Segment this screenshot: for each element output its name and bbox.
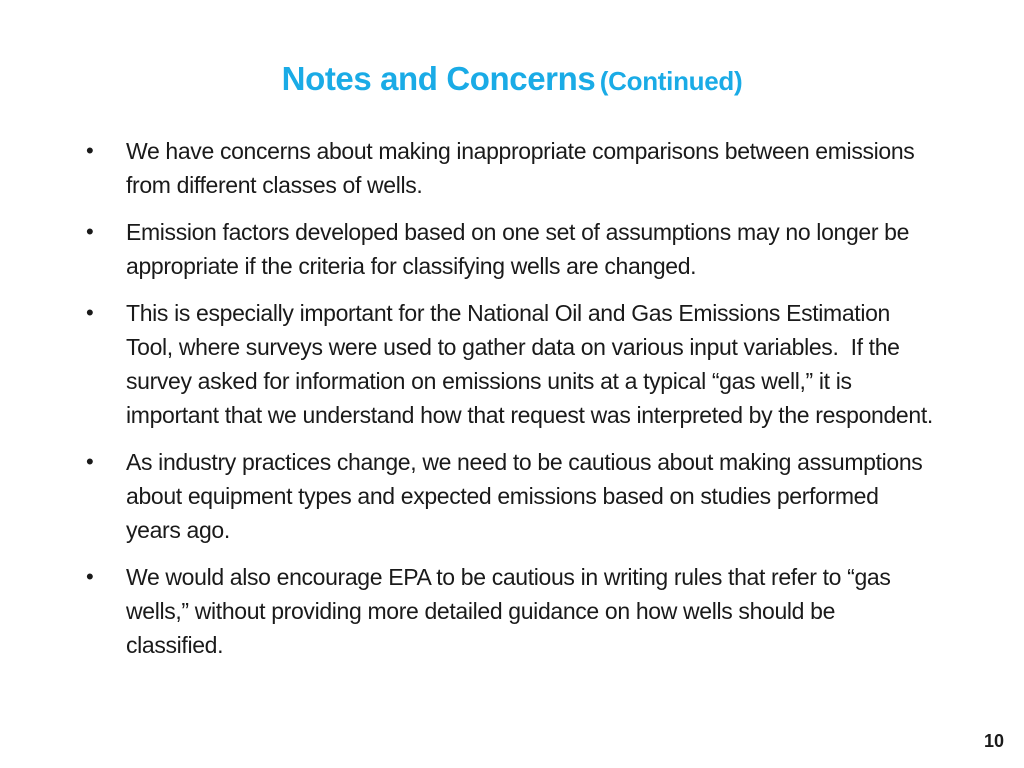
bullet-text: As industry practices change, we need to be cautious about making assumptions about equipment types and expected emissions based on studies performed years ago. [126,449,923,543]
bullet-text: We have concerns about making inappropriate comparisons between emissions from different classes of wells. [126,138,915,198]
bullet-item [86,215,936,283]
page-number: 10 [983,731,1004,751]
bullet-icon: • [86,138,94,163]
bullet-item [86,560,936,662]
bullet-list [86,134,936,675]
slide-title [0,60,1024,98]
title-main-text: Notes and Concerns [281,60,596,97]
bullet-text: Emission factors developed based on one set of assumptions may no longer be appropriate if the criteria for classifying wells are changed. [126,219,910,279]
bullet-icon: • [86,564,94,589]
bullet-icon: • [86,449,94,474]
bullet-icon: • [86,219,94,244]
bullet-text: We would also encourage EPA to be cautious in writing rules that refer to “gas wells,” without providing more detailed guidance on how wells should be classified. [126,564,891,658]
bullet-icon: • [86,300,94,325]
bullet-item [86,296,936,432]
bullet-item [86,445,936,547]
title-suffix-text: (Continued) [599,66,743,96]
bullet-text: This is especially important for the National Oil and Gas Emissions Estimation Tool, where surveys were used to gather data on various input variables. If the survey asked for information on emissions units at a typical “gas well,” it is important that we understand how that request was interpreted by the respondent. [126,300,933,428]
bullet-item [86,134,936,202]
